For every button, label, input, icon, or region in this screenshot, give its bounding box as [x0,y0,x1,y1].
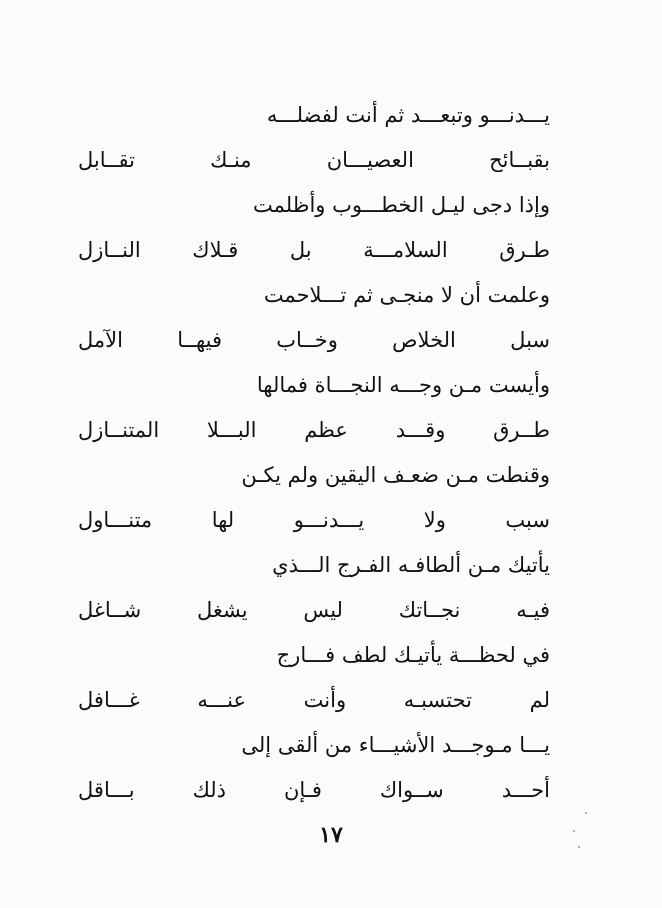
poem-line-15: يـــا مـوجـــد الأشيـــاء من ألقى إلى [241,733,550,757]
poem-line-12: فيـه نجــاتك ليس يشغل شــاغل [78,598,550,622]
poem-line-4: طـرق السلامـــة بل قـلاك النــازل [78,238,550,262]
poem-line-8: طــرق وقـــد عظم البـــلا المتنــازل [78,418,550,442]
poem-line-1: يـــدنـــو وتبعـــد ثم أنت لفضلـــه [266,103,550,127]
scan-speck [578,846,580,848]
page-number: ١٧ [319,822,343,848]
poem-line-3: وإذا دجى ليـل الخطـــوب وأظلمت [253,193,550,217]
poem-line-7: وأيست مـن وجـــه النجـــاة فمالها [256,373,550,397]
poem-line-11: يأتيك مـن ألطافـه الفـرج الـــذي [272,553,550,577]
scan-speck [585,812,587,814]
poem-line-9: وقنطت مـن ضعـف اليقين ولم يكـن [241,463,550,487]
scan-speck [573,830,575,832]
poem-line-14: لم تحتسبـه وأنت عنـــه غـــافل [78,688,550,712]
poem-line-6: سبل الخلاص وخــاب فيهــا الآمل [78,328,550,352]
poem-line-2: بقبــائح العصيـــان منـك تقــابل [78,148,550,172]
poem-line-5: وعلمت أن لا منجـى ثم تـــلاحمت [263,283,550,307]
poem-line-16: أحـــد ســواك فـإن ذلك بـــاقل [78,778,550,802]
poem-line-13: في لحظـــة يأتيـك لطف فـــارج [276,643,550,667]
poem-line-10: سبب ولا يـــدنـــو لها متنـــاول [78,508,550,532]
